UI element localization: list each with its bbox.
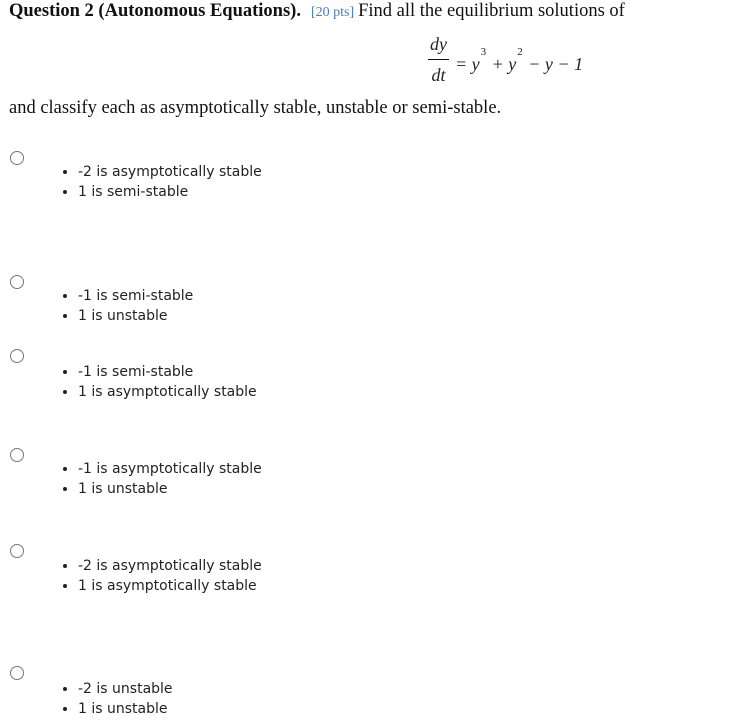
option-line: • 1 is unstable [78, 306, 193, 326]
question-header [9, 0, 625, 24]
radio-button[interactable] [10, 448, 24, 462]
radio-button[interactable] [10, 544, 24, 558]
option-line: • -2 is asymptotically stable [78, 162, 262, 182]
points-label: [20 pts] [310, 5, 355, 20]
question-instruction: and classify each as asymptotically stable, unstable or semi-stable. [9, 98, 502, 118]
radio-button[interactable] [10, 151, 24, 165]
eq-exponent: 2 [517, 45, 523, 58]
eq-rhs [455, 44, 583, 76]
option-line: • -1 is asymptotically stable [78, 459, 262, 479]
eq-rhs-part: = y [455, 53, 480, 74]
option-line: • -2 is unstable [78, 679, 173, 699]
option-line: • 1 is semi-stable [78, 182, 262, 202]
question-prompt: Find all the equilibrium solutions of [358, 1, 625, 21]
eq-numerator: dy [428, 32, 449, 60]
option-line: • 1 is unstable [78, 479, 262, 499]
option-line: • 1 is asymptotically stable [78, 576, 262, 596]
option-line: • 1 is unstable [78, 699, 173, 719]
eq-exponent: 3 [480, 45, 487, 58]
option-line: • -1 is semi-stable [78, 286, 193, 306]
question-title: Question 2 (Autonomous Equations). [9, 1, 301, 21]
option-line: • -1 is semi-stable [78, 362, 257, 382]
eq-rhs-part: + y [487, 53, 517, 74]
radio-button[interactable] [10, 349, 24, 363]
eq-denominator: dt [431, 65, 446, 85]
differential-equation [428, 32, 583, 87]
eq-fraction [428, 32, 449, 87]
radio-button[interactable] [10, 275, 24, 289]
option-line: • 1 is asymptotically stable [78, 382, 257, 402]
radio-button[interactable] [10, 666, 24, 680]
option-line: • -2 is asymptotically stable [78, 556, 262, 576]
eq-rhs-part: − y − 1 [523, 53, 584, 74]
